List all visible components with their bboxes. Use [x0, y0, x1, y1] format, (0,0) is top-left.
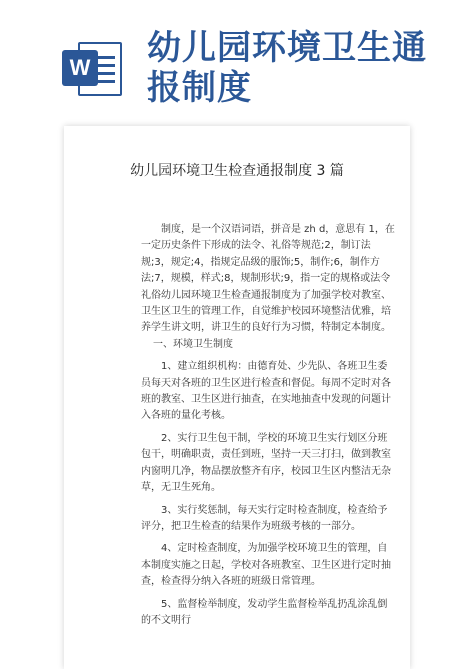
paragraph: 3、实行奖惩制，每天实行定时检查制度，检查给予评分，把卫生检查的结果作为班级考核的一部分。: [141, 504, 388, 532]
paragraph: 4、定时检查制度，为加强学校环境卫生的管理，自本制度实施之日起，学校对各班教室、卫生区进行定时抽查，检查得分纳入各班的班级日常管理。: [141, 543, 391, 588]
document-title: 幼儿园环境卫生检查通报制度 3 篇: [130, 163, 344, 179]
paragraph: 2、实行卫生包干制，学校的环境卫生实行划区分班包干，明确职责，责任到班，坚持一天三打扫，做到教室内窗明几净，物品摆放整齐有序，校园卫生区内整洁无杂草，无卫生死角。: [141, 432, 391, 494]
header-title: 幼儿园环境卫生通报制度: [147, 28, 427, 108]
header-banner: [0, 0, 474, 112]
paragraph: 制度，是一个汉语词语，拼音是 zh d，意思有 1，在一定历史条件下形成的法令、礼俗等规范;2，制订法规;3，规定;4，指规定品级的服饰;5，制作;6，制作方法;7，规模，样式;8，规制形状;9，指一定的规格或法令礼俗幼儿园环境卫生检查通报制度为了加强学校对教室、卫生区卫生的管理工作，自觉维护校园环境整洁优雅，培养学生讲文明，讲卫生的良好行为习惯，特制定本制度。: [141, 224, 395, 334]
word-letter-badge: W: [62, 50, 98, 86]
word-document-icon: [62, 40, 126, 98]
section-heading: 一、环境卫生制度: [153, 338, 233, 350]
paragraph: 5、监督检举制度，发动学生监督检举乱扔乱涂乱倒的不文明行: [141, 598, 388, 626]
document-page: [64, 126, 410, 669]
paragraph: 1、建立组织机构：由德育处、少先队、各班卫生委员每天对各班的卫生区进行检查和督促。每周不定时对各班的教室、卫生区进行抽查，在实地抽查中发现的问题计入各班的量化考核。: [141, 361, 391, 422]
document-body: [141, 222, 395, 629]
